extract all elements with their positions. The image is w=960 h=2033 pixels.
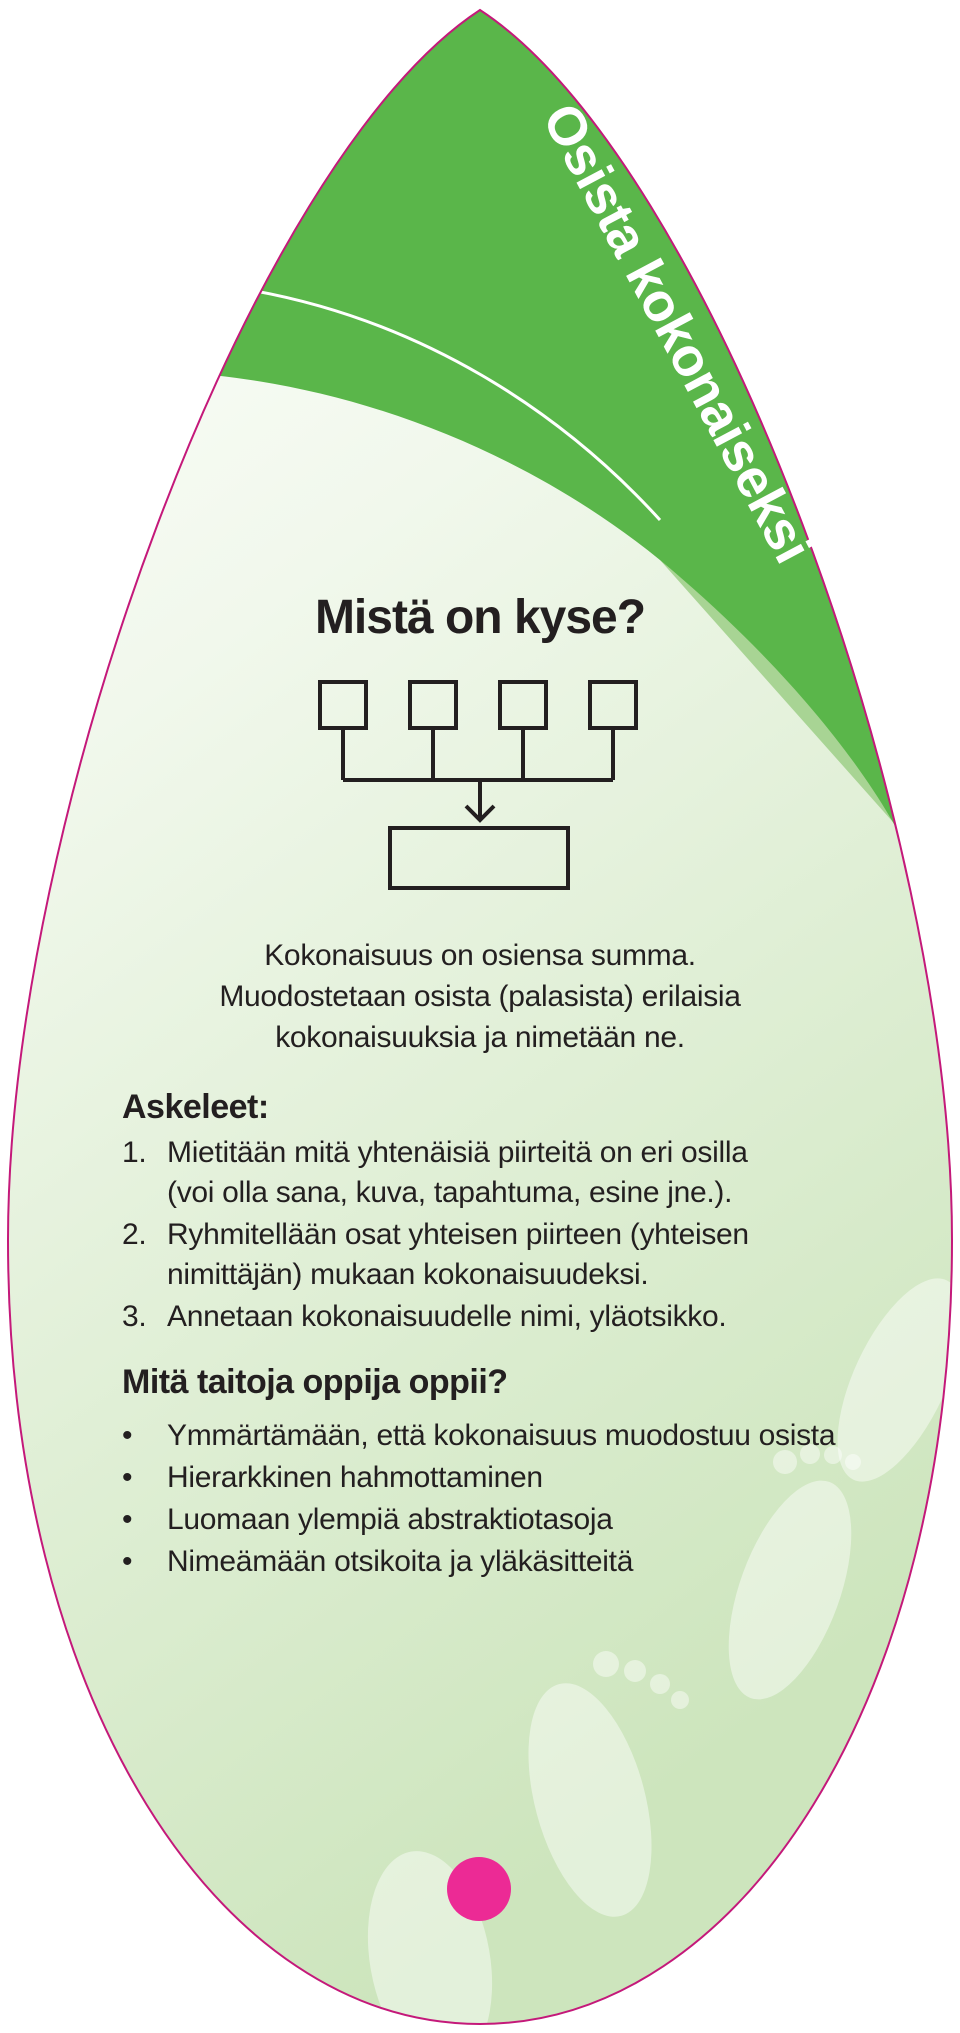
skills-title: Mitä taitoja oppija oppii? bbox=[122, 1363, 508, 1401]
intro-line: Kokonaisuus on osiensa summa. bbox=[264, 939, 696, 972]
step-text: Annetaan kokonaisuudelle nimi, yläotsikko. bbox=[167, 1300, 727, 1333]
pink-dot bbox=[447, 1857, 511, 1921]
step-number: 3. bbox=[122, 1300, 147, 1333]
step-text: (voi olla sana, kuva, tapahtuma, esine jne.). bbox=[167, 1176, 733, 1209]
bullet-icon: • bbox=[122, 1545, 133, 1578]
skill-item bbox=[122, 1458, 842, 1498]
step-text: nimittäjän) mukaan kokonaisuudeksi. bbox=[167, 1258, 649, 1291]
skill-text: Luomaan ylempiä abstraktiotasoja bbox=[167, 1503, 613, 1536]
card-title: Osista kokonaiseksi bbox=[530, 94, 824, 573]
skill-text: Hierarkkinen hahmottaminen bbox=[167, 1461, 543, 1494]
steps-title: Askeleet: bbox=[122, 1088, 269, 1126]
intro-text bbox=[160, 935, 800, 1058]
steps-list bbox=[122, 1133, 842, 1339]
skill-item bbox=[122, 1500, 842, 1540]
step-text: Ryhmitellään osat yhteisen piirteen (yhteisen bbox=[167, 1218, 749, 1251]
step-text: Mietitään mitä yhtenäisiä piirteitä on eri osilla bbox=[167, 1136, 748, 1169]
intro-line: Muodostetaan osista (palasista) erilaisia bbox=[219, 980, 741, 1013]
skill-text: Ymmärtämään, että kokonaisuus muodostuu osista bbox=[167, 1419, 836, 1452]
step-number: 1. bbox=[122, 1136, 147, 1169]
skill-item bbox=[122, 1542, 842, 1582]
skills-list bbox=[122, 1416, 842, 1584]
bullet-icon: • bbox=[122, 1461, 133, 1494]
step-item bbox=[122, 1133, 842, 1213]
step-item bbox=[122, 1297, 842, 1337]
step-number: 2. bbox=[122, 1218, 147, 1251]
step-item bbox=[122, 1215, 842, 1295]
skill-text: Nimeämään otsikoita ja yläkäsitteitä bbox=[167, 1545, 634, 1578]
bullet-icon: • bbox=[122, 1503, 133, 1536]
bullet-icon: • bbox=[122, 1419, 133, 1452]
intro-line: kokonaisuuksia ja nimetään ne. bbox=[275, 1021, 685, 1054]
skill-item bbox=[122, 1416, 842, 1456]
section-heading: Mistä on kyse? bbox=[314, 591, 646, 644]
